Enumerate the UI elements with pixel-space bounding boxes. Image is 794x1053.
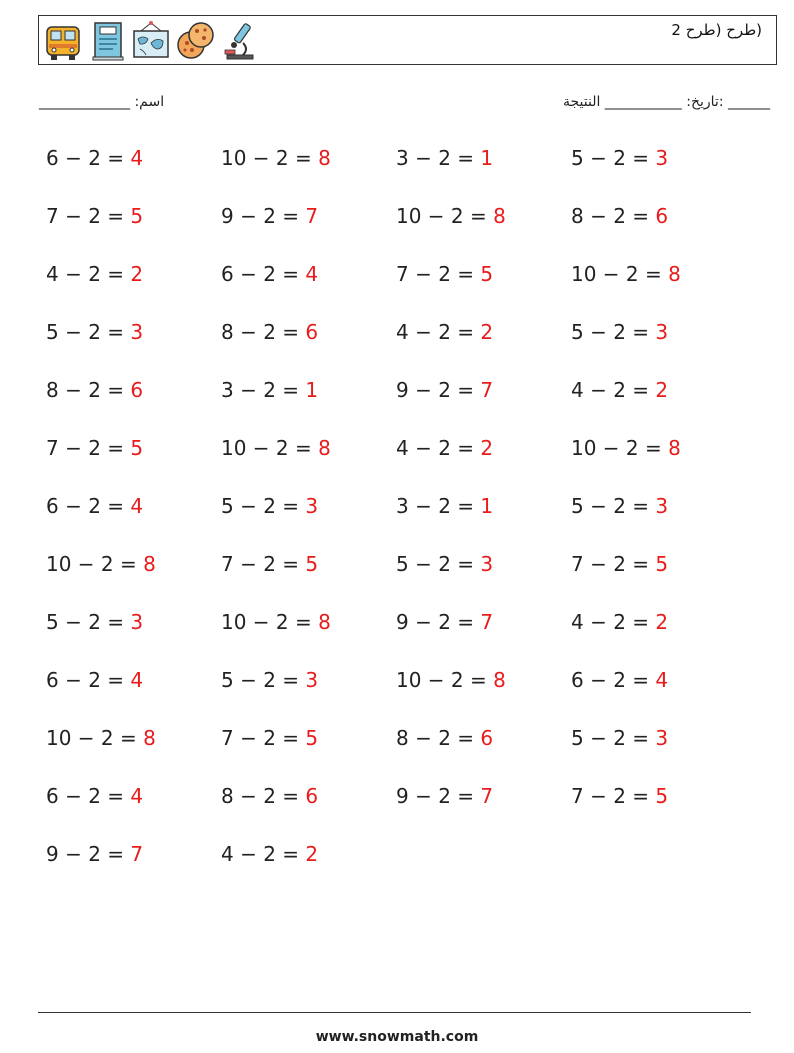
math-problem — [571, 552, 668, 576]
math-problem — [46, 494, 143, 518]
problem-answer: 5 — [305, 552, 319, 576]
map-board-icon — [131, 19, 171, 63]
math-problem — [46, 842, 143, 866]
microscope-icon — [219, 19, 259, 63]
math-problem — [46, 552, 156, 576]
problem-answer: 3 — [480, 552, 494, 576]
problem-answer: 6 — [305, 784, 319, 808]
problem-question: 6 − 2 = — [571, 668, 656, 692]
math-problem — [221, 668, 318, 692]
problem-question: 7 − 2 = — [571, 784, 656, 808]
math-problem — [396, 784, 493, 808]
problem-question: 6 − 2 = — [46, 494, 131, 518]
problem-question: 7 − 2 = — [221, 552, 306, 576]
problem-question: 7 − 2 = — [46, 436, 131, 460]
problem-answer: 2 — [480, 436, 494, 460]
problem-answer: 3 — [130, 320, 144, 344]
math-problem — [571, 204, 668, 228]
problem-question: 10 − 2 = — [46, 726, 144, 750]
problem-answer: 2 — [130, 262, 144, 286]
math-problem — [396, 204, 506, 228]
problem-question: 10 − 2 = — [396, 204, 494, 228]
math-problem — [396, 610, 493, 634]
math-problem — [221, 262, 318, 286]
problem-answer: 8 — [493, 204, 506, 228]
name-field: اسم: _____________ — [39, 94, 165, 110]
problem-question: 7 − 2 = — [221, 726, 306, 750]
problem-answer: 2 — [655, 378, 669, 402]
math-problem — [571, 146, 668, 170]
footer-divider — [38, 1012, 751, 1013]
math-problem — [46, 668, 143, 692]
problem-answer: 5 — [655, 784, 669, 808]
math-problem — [46, 726, 156, 750]
footer-site: www.snowmath.com — [315, 1029, 479, 1045]
problem-answer: 1 — [480, 146, 494, 170]
problem-question: 5 − 2 = — [396, 552, 481, 576]
math-problem — [396, 378, 493, 402]
problem-question: 5 − 2 = — [46, 320, 131, 344]
problem-question: 4 − 2 = — [396, 436, 481, 460]
problem-question: 3 − 2 = — [396, 146, 481, 170]
problem-answer: 7 — [305, 204, 319, 228]
problem-question: 10 − 2 = — [221, 436, 319, 460]
math-problem — [46, 146, 143, 170]
math-problem — [396, 494, 493, 518]
problem-answer: 5 — [655, 552, 669, 576]
math-problem — [396, 668, 506, 692]
problem-question: 10 − 2 = — [571, 262, 669, 286]
math-problem — [571, 610, 668, 634]
problem-question: 7 − 2 = — [396, 262, 481, 286]
math-problem — [571, 726, 668, 750]
math-problem — [46, 262, 143, 286]
problem-answer: 8 — [493, 668, 506, 692]
problem-answer: 4 — [655, 668, 669, 692]
problem-answer: 1 — [305, 378, 319, 402]
problem-answer: 3 — [305, 494, 319, 518]
problem-answer: 4 — [130, 146, 144, 170]
math-problem — [221, 146, 331, 170]
math-problem — [46, 204, 143, 228]
problem-answer: 4 — [130, 784, 144, 808]
problem-answer: 6 — [480, 726, 494, 750]
problem-answer: 3 — [655, 726, 669, 750]
problem-question: 5 − 2 = — [571, 494, 656, 518]
problem-answer: 5 — [130, 204, 144, 228]
math-problem — [396, 320, 493, 344]
problem-question: 6 − 2 = — [46, 146, 131, 170]
problem-question: 7 − 2 = — [571, 552, 656, 576]
problem-question: 7 − 2 = — [46, 204, 131, 228]
problem-answer: 8 — [318, 146, 331, 170]
math-problem — [396, 262, 493, 286]
problem-answer: 6 — [655, 204, 669, 228]
math-problem — [46, 436, 143, 460]
problem-answer: 2 — [655, 610, 669, 634]
problem-question: 10 − 2 = — [221, 610, 319, 634]
math-problem — [571, 494, 668, 518]
problem-question: 9 − 2 = — [396, 378, 481, 402]
problem-answer: 8 — [143, 552, 156, 576]
math-problem — [571, 668, 668, 692]
problem-question: 10 − 2 = — [46, 552, 144, 576]
problem-question: 6 − 2 = — [46, 668, 131, 692]
math-problem — [396, 726, 493, 750]
problem-answer: 2 — [305, 842, 319, 866]
problem-question: 5 − 2 = — [571, 320, 656, 344]
problem-answer: 4 — [130, 668, 144, 692]
problem-answer: 4 — [305, 262, 319, 286]
school-bus-icon — [43, 19, 83, 63]
problem-answer: 5 — [305, 726, 319, 750]
problem-answer: 5 — [130, 436, 144, 460]
math-problem — [396, 552, 493, 576]
header-icons — [43, 19, 259, 63]
problem-question: 6 − 2 = — [221, 262, 306, 286]
problem-answer: 6 — [130, 378, 144, 402]
problem-answer: 4 — [130, 494, 144, 518]
problem-question: 5 − 2 = — [571, 726, 656, 750]
problem-question: 4 − 2 = — [396, 320, 481, 344]
problem-answer: 7 — [130, 842, 144, 866]
math-problem — [221, 784, 318, 808]
worksheet-header — [38, 15, 777, 65]
math-problem — [46, 378, 143, 402]
problem-question: 3 − 2 = — [221, 378, 306, 402]
problem-question: 4 − 2 = — [571, 378, 656, 402]
problem-answer: 8 — [668, 262, 681, 286]
problem-question: 5 − 2 = — [221, 668, 306, 692]
problem-question: 8 − 2 = — [221, 784, 306, 808]
problem-question: 8 − 2 = — [571, 204, 656, 228]
problem-question: 9 − 2 = — [46, 842, 131, 866]
problem-answer: 2 — [480, 320, 494, 344]
problem-question: 9 − 2 = — [396, 610, 481, 634]
problem-answer: 3 — [305, 668, 319, 692]
math-problem — [571, 378, 668, 402]
problem-question: 5 − 2 = — [221, 494, 306, 518]
math-problem — [221, 494, 318, 518]
problem-answer: 8 — [143, 726, 156, 750]
problem-question: 8 − 2 = — [46, 378, 131, 402]
problem-answer: 3 — [655, 494, 669, 518]
problem-answer: 3 — [655, 320, 669, 344]
math-problem — [221, 378, 318, 402]
math-problem — [571, 784, 668, 808]
problem-answer: 5 — [480, 262, 494, 286]
problem-answer: 7 — [480, 378, 494, 402]
math-problem — [46, 320, 143, 344]
problem-question: 8 − 2 = — [221, 320, 306, 344]
math-problem — [221, 842, 318, 866]
math-problem — [221, 204, 318, 228]
math-problem — [221, 320, 318, 344]
math-problem — [396, 146, 493, 170]
math-problem — [46, 610, 143, 634]
problem-question: 9 − 2 = — [396, 784, 481, 808]
problem-answer: 7 — [480, 610, 494, 634]
problem-question: 8 − 2 = — [396, 726, 481, 750]
math-problem — [571, 320, 668, 344]
problem-question: 5 − 2 = — [46, 610, 131, 634]
problem-answer: 7 — [480, 784, 494, 808]
problem-question: 10 − 2 = — [221, 146, 319, 170]
problem-question: 10 − 2 = — [396, 668, 494, 692]
math-problem — [571, 262, 681, 286]
problem-answer: 3 — [130, 610, 144, 634]
problem-question: 9 − 2 = — [221, 204, 306, 228]
math-problem — [221, 726, 318, 750]
problem-question: 6 − 2 = — [46, 784, 131, 808]
problem-question: 4 − 2 = — [46, 262, 131, 286]
problem-question: 4 − 2 = — [571, 610, 656, 634]
problem-answer: 6 — [305, 320, 319, 344]
problem-answer: 1 — [480, 494, 494, 518]
problem-answer: 8 — [668, 436, 681, 460]
problem-question: 3 − 2 = — [396, 494, 481, 518]
problem-question: 5 − 2 = — [571, 146, 656, 170]
problem-question: 4 − 2 = — [221, 842, 306, 866]
problem-answer: 8 — [318, 610, 331, 634]
cookie-icon — [175, 19, 215, 63]
math-problem — [221, 552, 318, 576]
math-problem — [221, 436, 331, 460]
date-score-field: ______ :تاريخ: ___________ النتيجة — [562, 94, 770, 110]
problem-answer: 8 — [318, 436, 331, 460]
math-problem — [396, 436, 493, 460]
problem-question: 10 − 2 = — [571, 436, 669, 460]
math-problem — [571, 436, 681, 460]
math-problem — [46, 784, 143, 808]
worksheet-title: (طرح (طرح 2 — [671, 21, 762, 39]
math-problem — [221, 610, 331, 634]
problem-answer: 3 — [655, 146, 669, 170]
notebook-icon — [87, 19, 127, 63]
